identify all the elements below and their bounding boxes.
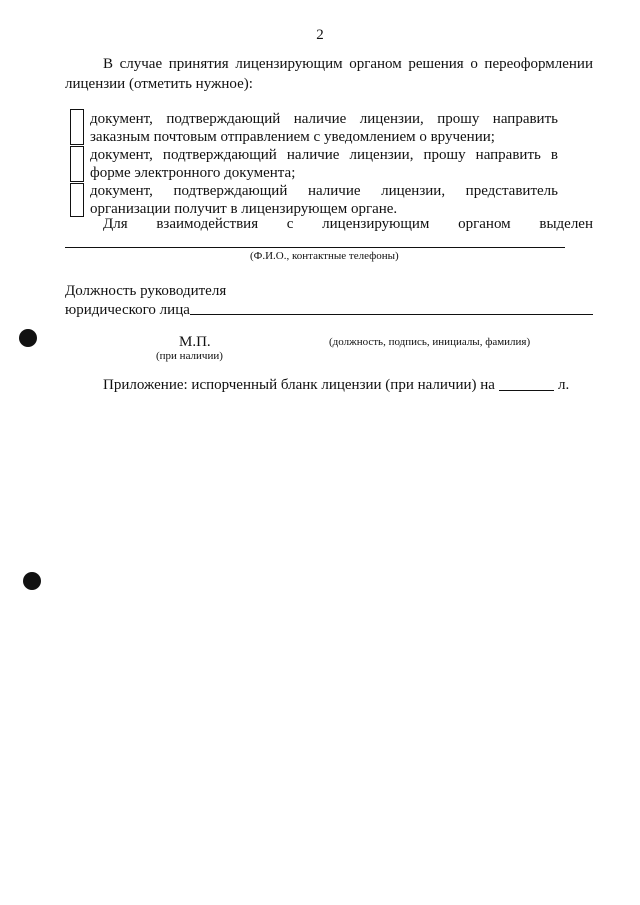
option-checkbox-electronic[interactable]	[70, 146, 84, 182]
option-postal-line-2: заказным почтовым отправлением с уведомлением о вручении;	[90, 129, 495, 145]
reissue-intro-line-2: лицензии (отметить нужное):	[65, 76, 253, 92]
position-label-line-2: юридического лица	[65, 302, 190, 318]
attachment-text: Приложение: испорченный бланк лицензии (при наличии) на	[103, 377, 495, 393]
interaction-contact	[103, 214, 593, 234]
option-electronic-line-1: документ, подтверждающий наличие лицензии, прошу направить в	[90, 147, 558, 163]
position-label-line-1: Должность руководителя	[65, 283, 227, 299]
stamp-note: (при наличии)	[156, 350, 223, 362]
option-in-person-line-1: документ, подтверждающий наличие лицензии, представитель	[90, 183, 558, 199]
contact-fill-line[interactable]	[65, 247, 565, 248]
reissue-intro-line-1: В случае принятия лицензирующим органом решения о переоформлении	[103, 56, 593, 72]
option-checkbox-postal[interactable]	[70, 109, 84, 145]
option-in-person	[90, 182, 558, 218]
option-postal	[90, 110, 558, 146]
attachment-sheets-fill-line[interactable]	[499, 390, 554, 391]
contact-caption: (Ф.И.О., контактные телефоны)	[250, 250, 399, 262]
binder-hole-top-icon	[19, 329, 37, 347]
interaction-contact-text: Для взаимодействия с лицензирующим органом выделен	[103, 216, 593, 232]
attachment-suffix: л.	[558, 377, 570, 393]
signature-caption: (должность, подпись, инициалы, фамилия)	[329, 336, 531, 348]
option-electronic	[90, 146, 558, 182]
binder-hole-bottom-icon	[23, 572, 41, 590]
reissue-intro	[65, 54, 593, 94]
page-number: 2	[316, 27, 324, 43]
option-electronic-line-2: форме электронного документа;	[90, 165, 296, 181]
signature-fill-line[interactable]	[190, 314, 593, 315]
option-postal-line-1: документ, подтверждающий наличие лицензии, прошу направить	[90, 111, 558, 127]
option-in-person-line-2: организации получит в лицензирующем органе.	[90, 201, 398, 217]
option-checkbox-in-person[interactable]	[70, 183, 84, 217]
stamp-label: М.П.	[179, 334, 211, 350]
